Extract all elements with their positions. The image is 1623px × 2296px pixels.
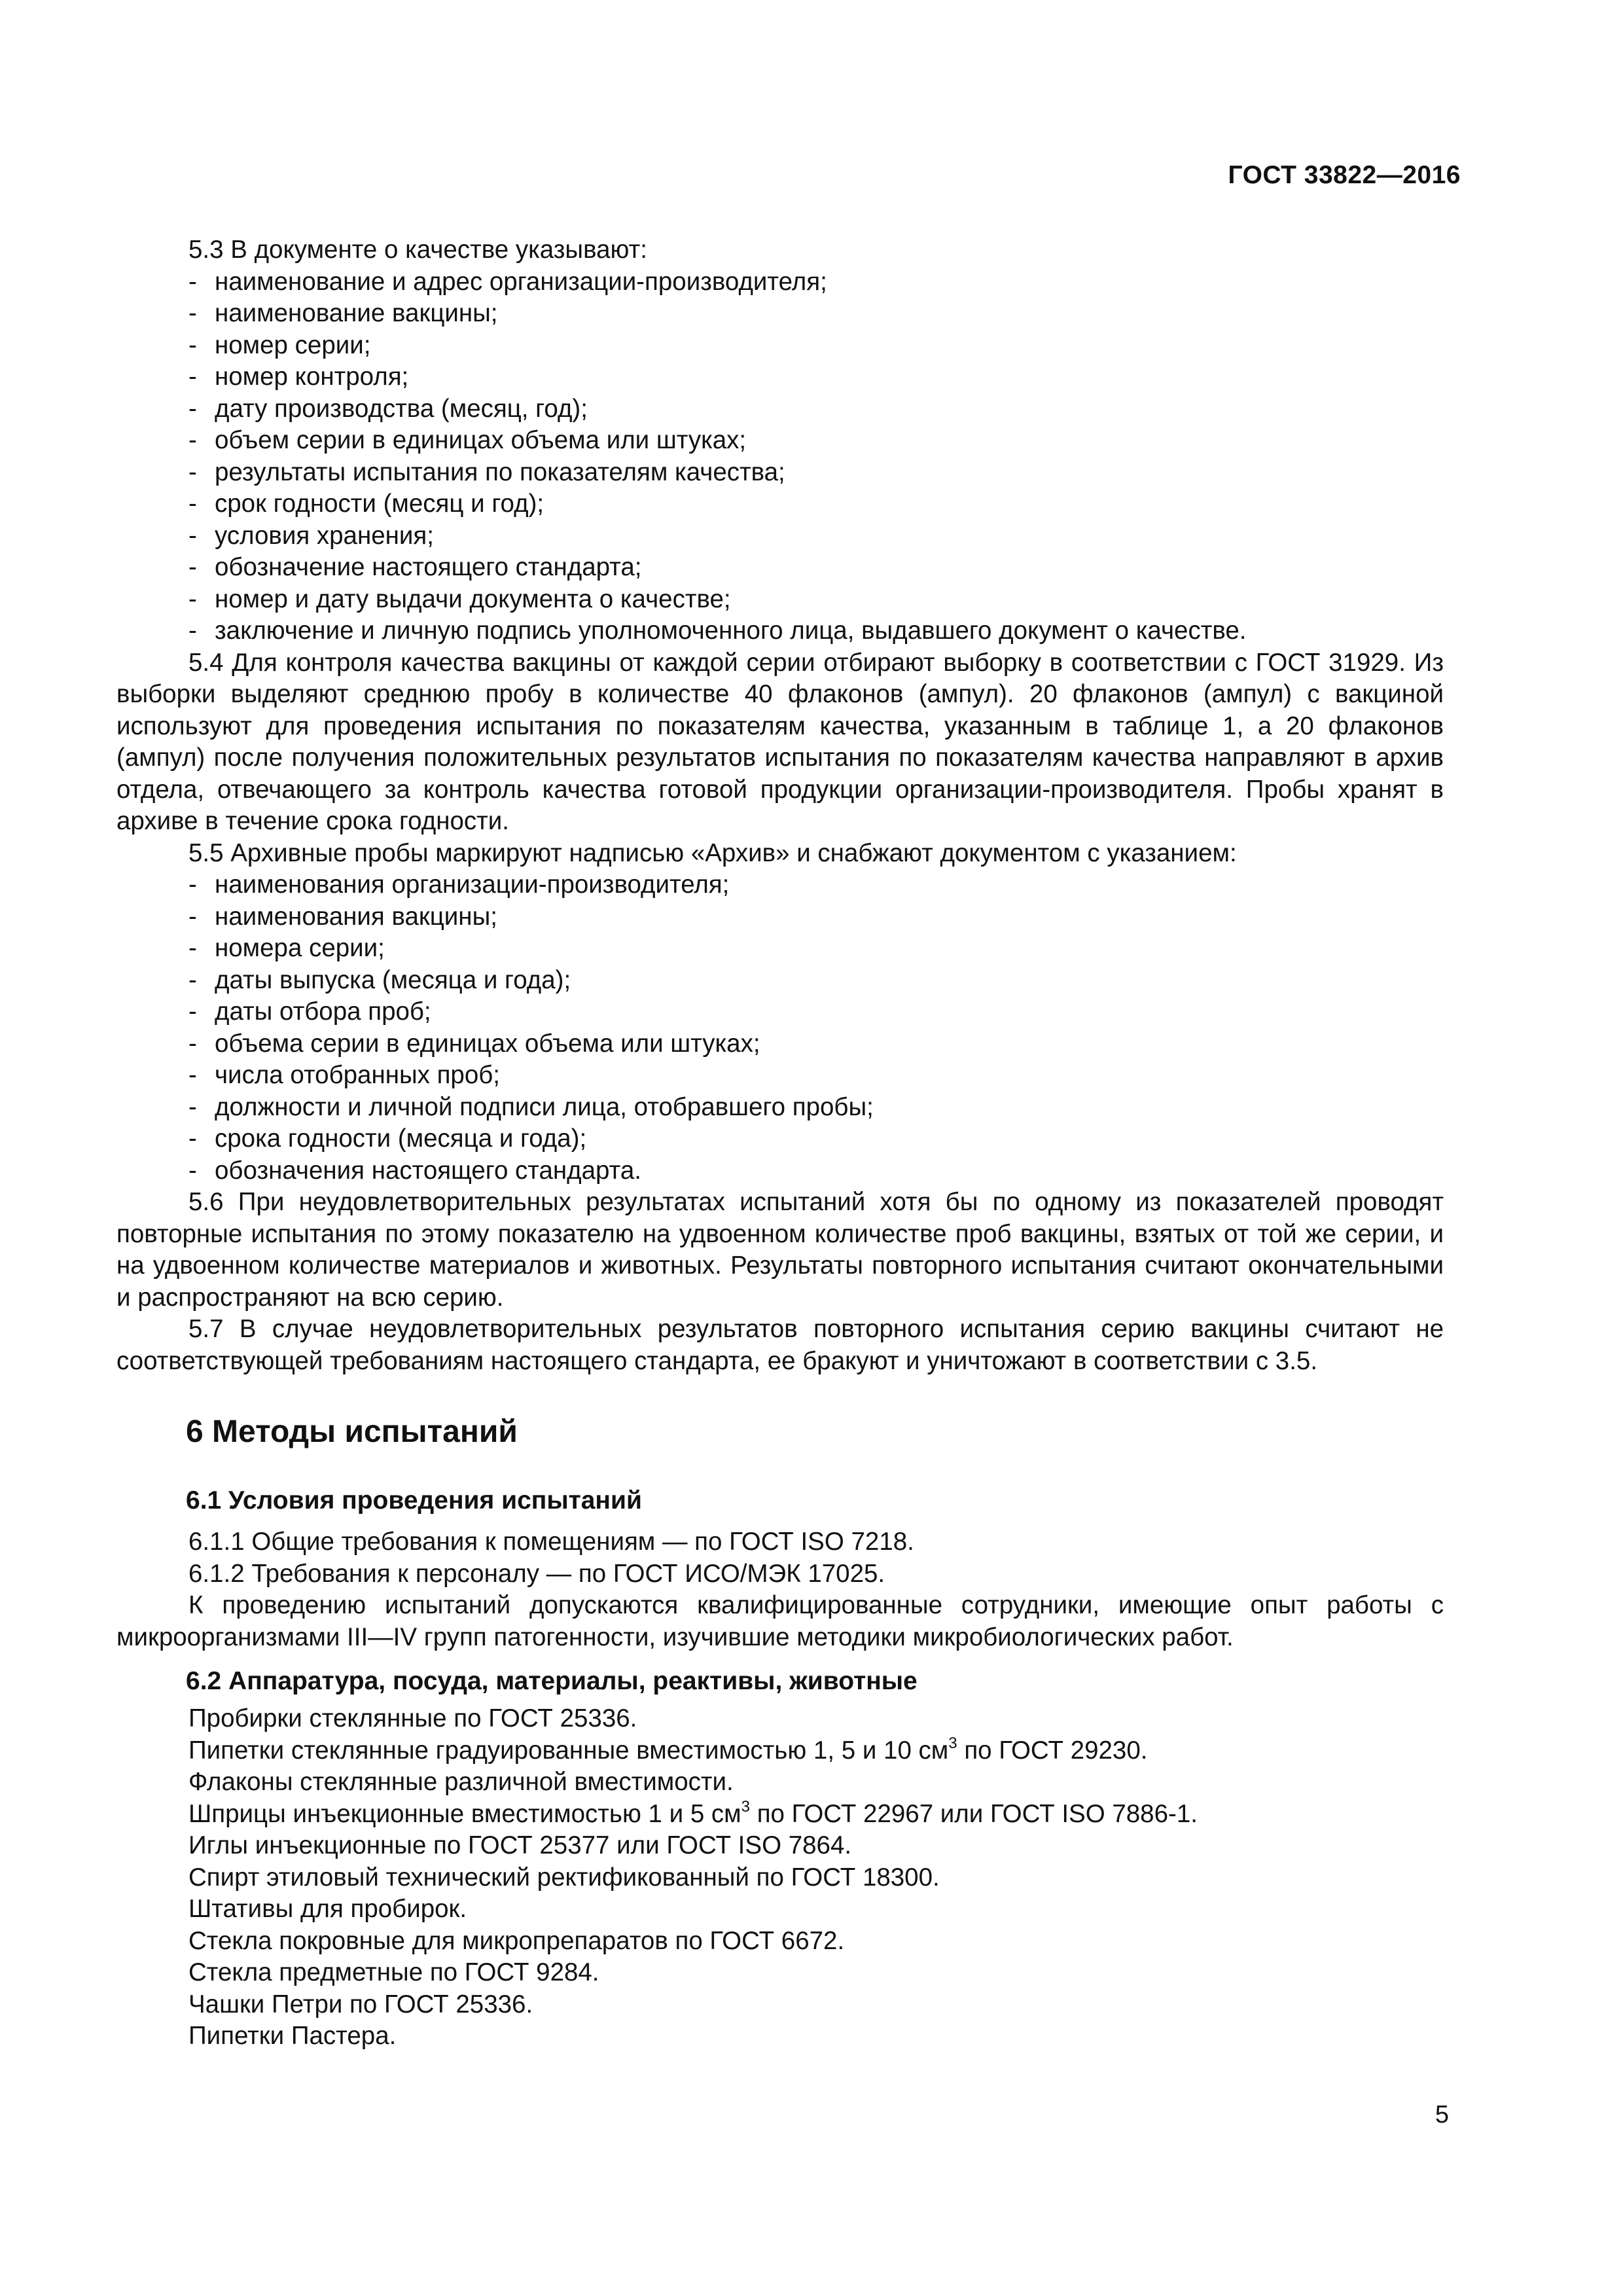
list-item: - номер серии;	[188, 331, 371, 359]
list-item: - срока годности (месяца и года);	[188, 1124, 587, 1153]
section-6-heading: 6 Методы испытаний	[186, 1414, 518, 1449]
section-6-2-heading: 6.2 Аппаратура, посуда, материалы, реактивы, животные	[186, 1667, 918, 1695]
list-item: - номер и дату выдачи документа о качестве;	[188, 584, 731, 613]
document-body	[116, 234, 1444, 2053]
list-item: - результаты испытания по показателям качества;	[188, 457, 785, 486]
list-item: Пипетки Пастера.	[188, 2022, 397, 2050]
list-item: Пробирки стеклянные по ГОСТ 25336.	[188, 1704, 637, 1732]
list-item: Пипетки стеклянные градуированные вместимостью 1, 5 и 10 $см^3$ по ГОСТ 29230.	[188, 1734, 1148, 1765]
list-item: - наименования вакцины;	[188, 902, 497, 931]
section-5-3-list	[116, 266, 1444, 647]
section-5-5-list	[116, 869, 1444, 1187]
list-item: - обозначения настоящего стандарта.	[188, 1156, 641, 1185]
page-number: 5	[1435, 2101, 1449, 2128]
list-item: - даты отбора проб;	[188, 997, 431, 1026]
list-item: - обозначение настоящего стандарта;	[188, 553, 642, 581]
list-item: Флаконы стеклянные различной вместимости.	[188, 1768, 734, 1796]
list-item: - объем серии в единицах объема или штуках;	[188, 426, 747, 454]
list-item: - заключение и личную подпись уполномоченного лица, выдавшего документ о качестве.	[188, 617, 1247, 645]
list-item: Спирт этиловый технический ректификованный по ГОСТ 18300.	[188, 1863, 940, 1892]
section-6-1-heading: 6.1 Условия проведения испытаний	[186, 1486, 642, 1515]
personnel-requirements-paragraph: К проведению испытаний допускаются квалифицированные сотрудники, имеющие опыт работы с микроорганизмами III—IV групп патогенности, изучившие методики микробиологических работ.	[116, 1591, 1444, 1651]
section-5-4-paragraph: 5.4 Для контроля качества вакцины от каждой серии отбирают выборку в соответствии с ГОСТ 31929. Из выборки выделяют среднюю пробу в количестве 40 флаконов (ампул). 20 флаконов (ампул) с вакциной используют для проведения испытания по показателям качества, указанным в таблице 1, а 20 флаконов (ампул) после получения положительных результатов испытания по показателям качества направляют в архив отдела, отвечающего за контроль качества готовой продукции организации-производителя. Пробы хранят в архиве в течение срока годности.	[116, 648, 1444, 835]
list-item: - номер контроля;	[188, 363, 409, 391]
list-item: Шприцы инъекционные вместимостью 1 и 5 $см^3$ по ГОСТ 22967 или ГОСТ ISO 7886-1.	[188, 1797, 1198, 1828]
list-item: - наименование и адрес организации-производителя;	[188, 267, 827, 296]
section-6-1-1-paragraph: 6.1.1 Общие требования к помещениям — по ГОСТ ISO 7218.	[188, 1528, 914, 1556]
list-item: - срок годности (месяц и год);	[188, 490, 544, 518]
list-item: - номера серии;	[188, 934, 385, 962]
section-5-3-intro: 5.3 В документе о качестве указывают:	[188, 236, 647, 264]
list-item: - наименование вакцины;	[188, 299, 498, 327]
list-item: - дату производства (месяц, год);	[188, 394, 588, 423]
section-5-5-intro: 5.5 Архивные пробы маркируют надписью «Архив» и снабжают документом с указанием:	[188, 838, 1237, 867]
list-item: - условия хранения;	[188, 521, 434, 550]
section-5-6-paragraph: 5.6 При неудовлетворительных результатах испытаний хотя бы по одному из показателей проводят повторные испытания по этому показателю на удвоенном количестве проб вакцины, взятых от той же серии, и на удвоенном количестве материалов и животных. Результаты повторного испытания считают окончательными и распространяют на всю серию.	[116, 1188, 1444, 1312]
list-item: - даты выпуска (месяца и года);	[188, 965, 571, 994]
list-item: Стекла покровные для микропрепаратов по ГОСТ 6672.	[188, 1926, 845, 1955]
equipment-list	[116, 1703, 1444, 2053]
list-item: Стекла предметные по ГОСТ 9284.	[188, 1958, 599, 1986]
list-item: - числа отобранных проб;	[188, 1061, 501, 1089]
list-item: - объема серии в единицах объема или штуках;	[188, 1029, 760, 1058]
list-item: Чашки Петри по ГОСТ 25336.	[188, 1990, 533, 2018]
section-5-7-paragraph: 5.7 В случае неудовлетворительных результатов повторного испытания серию вакцины считают не соответствующей требованиям настоящего стандарта, ее бракуют и уничтожают в соответствии с 3.5.	[116, 1315, 1444, 1375]
document-code-header: ГОСТ 33822—2016	[1228, 161, 1461, 189]
list-item: Штативы для пробирок.	[188, 1895, 467, 1923]
section-6-1-2-paragraph: 6.1.2 Требования к персоналу — по ГОСТ ИСО/МЭК 17025.	[188, 1559, 885, 1588]
list-item: - должности и личной подписи лица, отобравшего пробы;	[188, 1092, 874, 1121]
list-item: - наименования организации-производителя;	[188, 870, 730, 899]
list-item: Иглы инъекционные по ГОСТ 25377 или ГОСТ ISO 7864.	[188, 1831, 852, 1859]
